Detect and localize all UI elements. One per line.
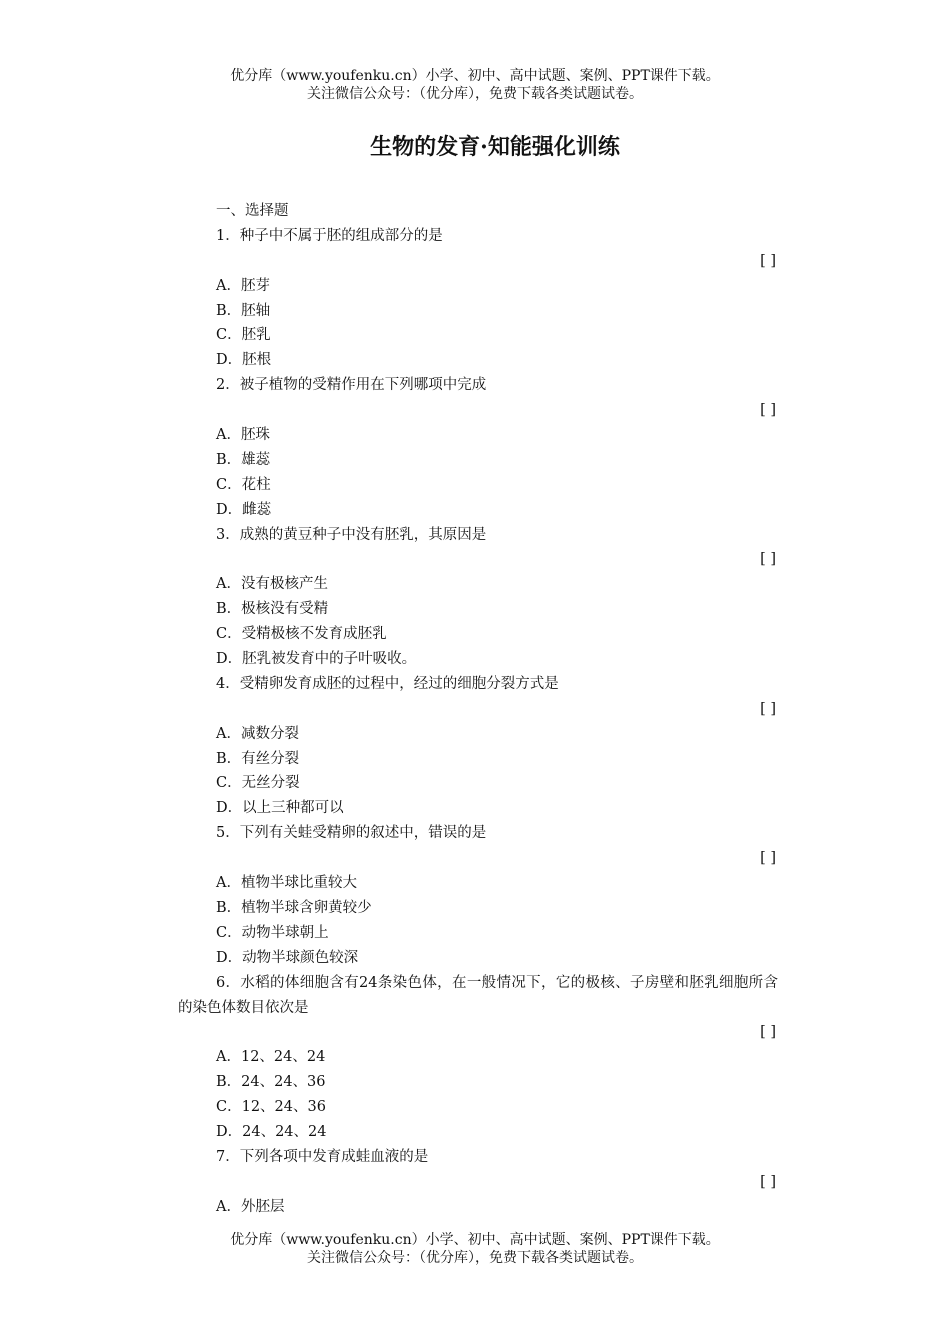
answer-bracket: [ ] [760,850,776,867]
answer-option: A．植物半球比重较大 [216,875,357,892]
answer-option: B．极核没有受精 [216,601,329,618]
answer-option: A．胚芽 [216,277,270,294]
answer-option: C．无丝分裂 [216,775,300,792]
answer-bracket: [ ] [760,1024,776,1041]
question-stem: 7．下列各项中发育成蛙血液的是 [216,1148,429,1165]
answer-option: D．雌蕊 [216,501,272,518]
question-stem: 5．下列有关蛙受精卵的叙述中，错误的是 [216,825,487,842]
answer-bracket: [ ] [760,402,776,419]
answer-option: C．花柱 [216,476,271,493]
question-stem: 1．种子中不属于胚的组成部分的是 [216,227,443,244]
answer-bracket: [ ] [760,700,776,717]
answer-option: C．受精极核不发育成胚乳 [216,626,387,643]
answer-option: A．12、24、24 [216,1049,326,1066]
section-label: 一、选择题 [216,203,289,219]
footer-line-2: 关注微信公众号：（优分库），免费下载各类试题试卷。 [307,1250,643,1266]
answer-option: A．没有极核产生 [216,576,328,593]
answer-option: B．24、24、36 [216,1074,326,1091]
question-stem: 2．被子植物的受精作用在下列哪项中完成 [216,377,487,394]
answer-option: B．雄蕊 [216,451,271,468]
answer-bracket: [ ] [760,551,776,568]
page-title: 生物的发育·知能强化训练 [370,134,620,160]
question-stem: 3．成熟的黄豆种子中没有胚乳，其原因是 [216,526,487,543]
answer-bracket: [ ] [760,252,776,269]
answer-option: A．外胚层 [216,1198,285,1215]
answer-option: C．动物半球朝上 [216,924,329,941]
page-header [0,67,950,103]
answer-option: B．有丝分裂 [216,750,300,767]
answer-option: D．动物半球颜色较深 [216,949,359,966]
answer-option: D．24、24、24 [216,1123,327,1140]
question-stem: 6．水稻的体细胞含有24条染色体，在一般情况下，它的极核、子房壁和胚乳细胞所含的染色体数目依次是 [178,974,778,1016]
question-list [178,199,778,1220]
answer-option: D．以上三种都可以 [216,800,344,817]
footer-line-1: 优分库（www.youfenku.cn）小学、初中、高中试题、案例、PPT课件下载。 [230,1232,720,1248]
answer-bracket: [ ] [760,1173,776,1190]
answer-option: D．胚乳被发育中的子叶吸收。 [216,651,417,668]
answer-option: B．植物半球含卵黄较少 [216,899,372,916]
answer-option: C．12、24、36 [216,1099,326,1116]
answer-option: C．胚乳 [216,327,271,344]
answer-option: A．胚珠 [216,427,270,444]
answer-option: B．胚轴 [216,302,271,319]
header-line-2: 关注微信公众号：（优分库），免费下载各类试题试卷。 [307,86,643,102]
page-footer [0,1231,950,1267]
answer-option: D．胚根 [216,352,272,369]
question-stem: 4．受精卵发育成胚的过程中，经过的细胞分裂方式是 [216,675,559,692]
header-line-1: 优分库（www.youfenku.cn）小学、初中、高中试题、案例、PPT课件下载。 [230,68,720,84]
answer-option: A．减数分裂 [216,725,299,742]
